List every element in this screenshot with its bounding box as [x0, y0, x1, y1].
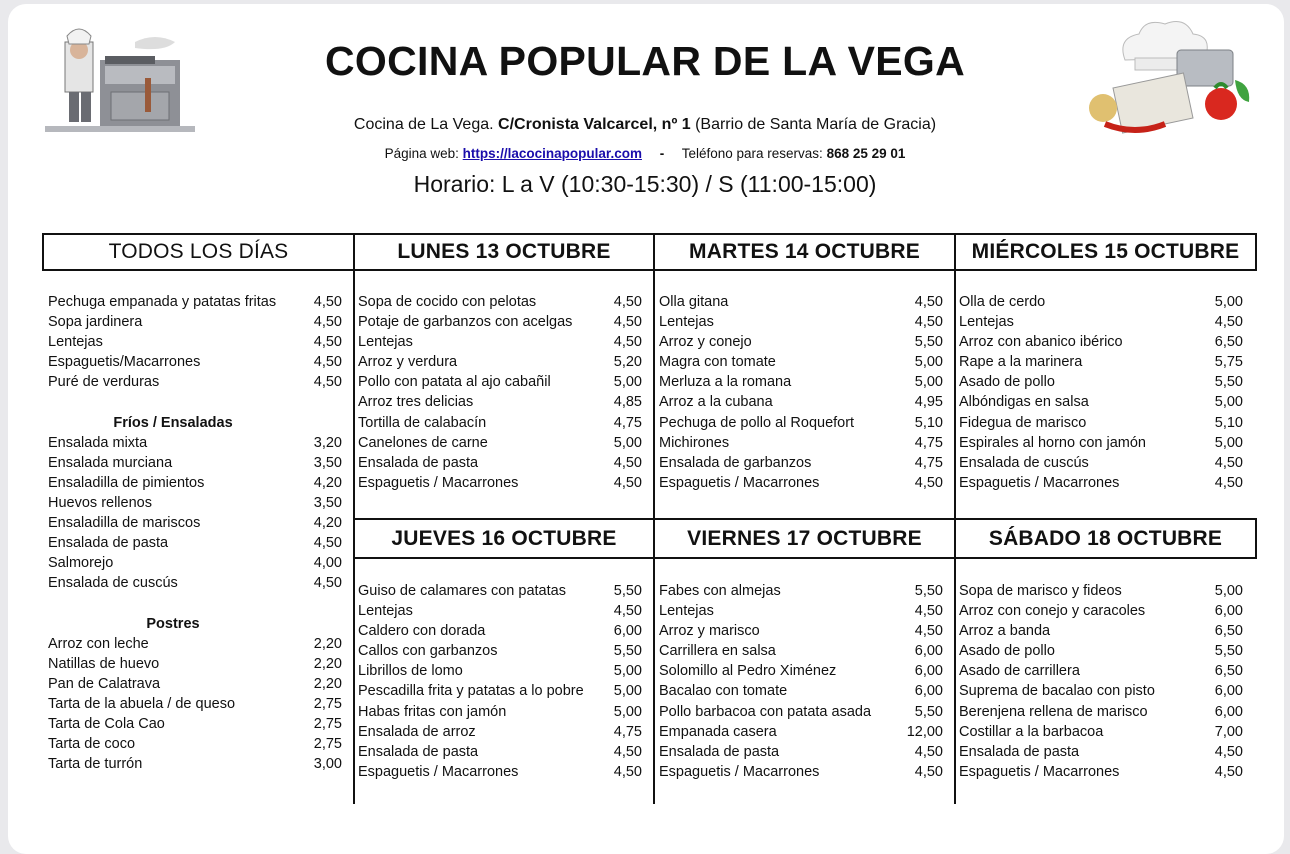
dish-price: 4,50 [914, 603, 943, 620]
dish-price: 5,50 [914, 334, 943, 351]
dish-price: 3,20 [313, 434, 342, 451]
menu-item [959, 581, 1243, 601]
dish-name: Lentejas [659, 314, 714, 331]
dish-price: 5,20 [613, 354, 642, 371]
dish-price: 5,00 [914, 354, 943, 371]
dish-price: 4,50 [613, 763, 642, 780]
menu-item [48, 654, 342, 674]
dish-price: 4,50 [313, 354, 342, 371]
menu-item [959, 433, 1243, 453]
dish-name: Pescadilla frita y patatas a lo pobre [358, 683, 584, 700]
dish-name: Ensaladilla de mariscos [48, 515, 201, 532]
menu-item [959, 641, 1243, 661]
dish-price: 4,50 [914, 474, 943, 491]
menu-item [358, 352, 642, 372]
dish-name: Tarta de la abuela / de queso [48, 695, 236, 712]
menu-item [959, 742, 1243, 762]
menu-item [48, 754, 342, 774]
menu-item [659, 681, 943, 701]
phone-number: 868 25 29 01 [826, 146, 906, 161]
menu-item [659, 332, 943, 352]
dish-price: 4,50 [313, 575, 342, 592]
dish-name: Lentejas [959, 314, 1014, 331]
sabado-menu [959, 581, 1243, 782]
dish-name: Arroz con conejo y caracoles [959, 603, 1146, 620]
dish-price: 5,50 [613, 643, 642, 660]
dish-name: Olla de cerdo [959, 294, 1046, 310]
dish-price: 4,50 [313, 535, 342, 552]
dish-price: 6,50 [1214, 663, 1243, 680]
dish-price: 5,50 [1214, 643, 1243, 660]
dish-name: Lentejas [48, 334, 103, 351]
dish-price: 5,10 [1214, 414, 1243, 431]
menu-item [659, 762, 943, 782]
dish-name: Habas fritas con jamón [358, 703, 507, 720]
dish-name: Ensalada de pasta [959, 743, 1080, 760]
dish-price: 2,75 [313, 715, 342, 732]
menu-item [659, 581, 943, 601]
dish-price: 5,00 [613, 683, 642, 700]
dish-price: 4,50 [1214, 314, 1243, 331]
menu-item [358, 312, 642, 332]
dish-name: Natillas de huevo [48, 655, 160, 672]
dish-name: Solomillo al Pedro Ximénez [659, 663, 837, 680]
menu-item [48, 714, 342, 734]
menu-item [358, 473, 642, 493]
dish-price: 4,50 [613, 334, 642, 351]
dish-price: 3,00 [313, 756, 342, 773]
dish-name: Pollo con patata al ajo cabañil [358, 374, 551, 391]
menu-item [48, 493, 342, 513]
dish-price: 5,00 [1214, 434, 1243, 451]
dish-name: Huevos rellenos [48, 494, 152, 511]
dish-price: 4,50 [313, 374, 342, 391]
menu-item [358, 453, 642, 473]
menu-item [659, 473, 943, 493]
viernes-menu [659, 581, 943, 782]
menu-item [959, 702, 1243, 722]
dish-price: 5,00 [1214, 394, 1243, 411]
jueves-menu [358, 581, 642, 782]
dish-price: 5,50 [914, 583, 943, 599]
dish-price: 4,20 [313, 515, 342, 532]
spacer [48, 392, 342, 412]
menu-item [48, 292, 342, 312]
menu-item [959, 473, 1243, 493]
menu-item [959, 312, 1243, 332]
dish-price: 2,75 [313, 736, 342, 753]
phone-label: Teléfono para reservas: [681, 146, 823, 161]
heading-martes: MARTES 14 OCTUBRE [653, 233, 956, 271]
dish-price: 4,50 [914, 294, 943, 310]
todos-items [48, 292, 342, 392]
dish-name: Arroz a la cubana [659, 394, 773, 411]
opening-hours: Horario: L a V (10:30-15:30) / S (11:00-15:00) [413, 171, 877, 197]
menu-item [659, 453, 943, 473]
dish-name: Michirones [659, 434, 730, 451]
dish-price: 2,20 [313, 675, 342, 692]
menu-item [959, 332, 1243, 352]
menu-item [48, 694, 342, 714]
menu-item [659, 702, 943, 722]
dish-price: 4,50 [313, 334, 342, 351]
dish-price: 6,00 [1214, 603, 1243, 620]
dish-name: Bacalao con tomate [659, 683, 788, 700]
menu-item [358, 413, 642, 433]
menu-item [659, 392, 943, 412]
dish-price: 2,20 [313, 635, 342, 652]
dish-price: 6,00 [1214, 703, 1243, 720]
dish-name: Salmorejo [48, 555, 114, 572]
dish-name: Sopa de marisco y fideos [959, 583, 1122, 599]
postres-items [48, 634, 342, 775]
menu-item [358, 641, 642, 661]
dish-name: Arroz a banda [959, 623, 1051, 640]
dish-price: 4,50 [613, 294, 642, 310]
dish-name: Ensaladilla de pimientos [48, 474, 205, 491]
dish-name: Ensalada de garbanzos [659, 454, 812, 471]
dish-price: 6,00 [914, 643, 943, 660]
dish-name: Pechuga empanada y patatas fritas [48, 294, 277, 310]
dish-price: 5,00 [1214, 583, 1243, 599]
website-link[interactable]: https://lacocinapopular.com [462, 146, 642, 161]
lunes-menu [358, 292, 642, 493]
dish-price: 4,50 [613, 454, 642, 471]
dish-price: 12,00 [906, 723, 943, 740]
menu-item [358, 372, 642, 392]
column-divider [653, 270, 655, 804]
menu-item [358, 661, 642, 681]
menu-item [358, 722, 642, 742]
dish-name: Espaguetis / Macarrones [358, 474, 519, 491]
dish-price: 5,50 [914, 703, 943, 720]
dish-name: Librillos de lomo [358, 663, 463, 680]
dish-price: 4,50 [914, 743, 943, 760]
menu-item [959, 621, 1243, 641]
dish-name: Tarta de turrón [48, 756, 143, 773]
dish-price: 4,75 [613, 414, 642, 431]
dish-name: Asado de pollo [959, 643, 1055, 660]
dish-name: Puré de verduras [48, 374, 160, 391]
dish-price: 4,50 [613, 743, 642, 760]
dish-price: 4,75 [914, 434, 943, 451]
dish-name: Fidegua de marisco [959, 414, 1087, 431]
dish-price: 5,00 [613, 663, 642, 680]
dish-name: Suprema de bacalao con pisto [959, 683, 1155, 700]
dish-price: 4,00 [313, 555, 342, 572]
heading-sabado: SÁBADO 18 OCTUBRE [954, 518, 1257, 559]
dish-name: Fabes con almejas [659, 583, 781, 599]
dish-name: Magra con tomate [659, 354, 776, 371]
dish-name: Arroz tres delicias [358, 394, 474, 411]
dish-name: Ensalada de pasta [358, 743, 479, 760]
heading-miercoles: MIÉRCOLES 15 OCTUBRE [954, 233, 1257, 271]
dish-price: 4,50 [914, 763, 943, 780]
dish-price: 4,20 [313, 474, 342, 491]
menu-item [48, 473, 342, 493]
dish-name: Olla gitana [659, 294, 729, 310]
menu-item [48, 332, 342, 352]
menu-item [659, 352, 943, 372]
dish-price: 5,00 [613, 374, 642, 391]
column-divider [954, 270, 956, 804]
menu-item [959, 372, 1243, 392]
dish-name: Pan de Calatrava [48, 675, 161, 692]
dish-price: 6,50 [1214, 334, 1243, 351]
contact-separator: - [659, 146, 665, 161]
dish-price: 5,50 [613, 583, 642, 599]
dish-price: 6,00 [613, 623, 642, 640]
menu-item [659, 433, 943, 453]
dish-name: Ensalada mixta [48, 434, 148, 451]
dish-name: Espaguetis / Macarrones [659, 763, 820, 780]
menu-item [48, 513, 342, 533]
dish-price: 4,50 [613, 314, 642, 331]
menu-item [959, 352, 1243, 372]
menu-item [959, 601, 1243, 621]
web-label: Página web: [384, 146, 459, 161]
dish-name: Pechuga de pollo al Roquefort [659, 414, 855, 431]
menu-item [959, 722, 1243, 742]
menu-item [358, 433, 642, 453]
menu-item [48, 533, 342, 553]
menu-item [48, 674, 342, 694]
menu-item [659, 661, 943, 681]
address-line [0, 116, 1290, 134]
menu-item [48, 453, 342, 473]
todos-column [48, 292, 342, 774]
martes-menu [659, 292, 943, 493]
menu-item [48, 553, 342, 573]
menu-item [959, 762, 1243, 782]
heading-viernes: VIERNES 17 OCTUBRE [653, 518, 956, 559]
dish-name: Albóndigas en salsa [959, 394, 1089, 411]
dish-name: Arroz con abanico ibérico [959, 334, 1123, 351]
dish-name: Espirales al horno con jamón [959, 434, 1146, 451]
dish-price: 2,20 [313, 655, 342, 672]
dish-name: Lentejas [358, 334, 413, 351]
dish-name: Tarta de coco [48, 736, 136, 753]
dish-price: 4,75 [613, 723, 642, 740]
dish-name: Asado de carrillera [959, 663, 1080, 680]
menu-item [659, 621, 943, 641]
menu-item [358, 621, 642, 641]
dish-name: Arroz y conejo [659, 334, 752, 351]
menu-item [48, 433, 342, 453]
dish-price: 6,00 [914, 683, 943, 700]
menu-item [358, 601, 642, 621]
frios-heading: Fríos / Ensaladas [113, 414, 233, 431]
dish-name: Sopa jardinera [48, 314, 143, 331]
dish-price: 6,00 [914, 663, 943, 680]
dish-name: Espaguetis / Macarrones [659, 474, 820, 491]
menu-item [659, 742, 943, 762]
dish-price: 6,00 [1214, 683, 1243, 700]
menu-item [659, 601, 943, 621]
dish-name: Canelones de carne [358, 434, 488, 451]
frios-items [48, 433, 342, 594]
dish-price: 4,50 [1214, 454, 1243, 471]
menu-item [959, 292, 1243, 312]
dish-name: Arroz y marisco [659, 623, 760, 640]
dish-price: 4,95 [914, 394, 943, 411]
menu-item [659, 722, 943, 742]
menu-item [358, 742, 642, 762]
dish-price: 4,50 [1214, 474, 1243, 491]
dish-name: Lentejas [659, 603, 714, 620]
dish-price: 4,50 [313, 294, 342, 310]
menu-item [659, 292, 943, 312]
menu-item [659, 413, 943, 433]
dish-name: Merluza a la romana [659, 374, 792, 391]
dish-price: 4,50 [1214, 743, 1243, 760]
dish-price: 6,50 [1214, 623, 1243, 640]
spacer [48, 593, 342, 613]
dish-name: Guiso de calamares con patatas [358, 583, 566, 599]
dish-name: Ensalada de pasta [358, 454, 479, 471]
menu-item [959, 413, 1243, 433]
dish-name: Costillar a la barbacoa [959, 723, 1104, 740]
column-divider [353, 270, 355, 804]
menu-item [659, 312, 943, 332]
menu-item [358, 332, 642, 352]
dish-price: 3,50 [313, 494, 342, 511]
menu-item [358, 292, 642, 312]
heading-lunes: LUNES 13 OCTUBRE [353, 233, 655, 271]
dish-price: 3,50 [313, 454, 342, 471]
dish-price: 2,75 [313, 695, 342, 712]
menu-item [48, 634, 342, 654]
address-prefix: Cocina de La Vega. [353, 116, 494, 133]
address-street: C/Cronista Valcarcel, nº 1 [498, 116, 691, 133]
menu-item [959, 453, 1243, 473]
dish-price: 5,50 [1214, 374, 1243, 391]
dish-name: Pollo barbacoa con patata asada [659, 703, 872, 720]
menu-item [358, 762, 642, 782]
dish-name: Ensalada de pasta [659, 743, 780, 760]
dish-name: Carrillera en salsa [659, 643, 776, 660]
contact-line [0, 146, 1290, 161]
dish-price: 5,00 [613, 703, 642, 720]
dish-name: Caldero con dorada [358, 623, 486, 640]
menu-item [48, 352, 342, 372]
menu-item [659, 372, 943, 392]
menu-item [48, 312, 342, 332]
dish-price: 5,00 [613, 434, 642, 451]
dish-name: Espaguetis / Macarrones [959, 763, 1120, 780]
dish-price: 4,85 [613, 394, 642, 411]
menu-item [959, 661, 1243, 681]
dish-name: Rape a la marinera [959, 354, 1083, 371]
dish-name: Asado de pollo [959, 374, 1055, 391]
heading-jueves: JUEVES 16 OCTUBRE [353, 518, 655, 559]
dish-price: 5,75 [1214, 354, 1243, 371]
dish-name: Espaguetis/Macarrones [48, 354, 201, 371]
dish-price: 4,50 [914, 623, 943, 640]
dish-name: Espaguetis / Macarrones [358, 763, 519, 780]
dish-name: Ensalada murciana [48, 454, 173, 471]
menu-item [48, 573, 342, 593]
miercoles-menu [959, 292, 1243, 493]
dish-name: Arroz y verdura [358, 354, 458, 371]
dish-name: Potaje de garbanzos con acelgas [358, 314, 573, 331]
dish-name: Arroz con leche [48, 635, 149, 652]
dish-price: 5,00 [914, 374, 943, 391]
dish-name: Lentejas [358, 603, 413, 620]
menu-item [358, 681, 642, 701]
dish-name: Espaguetis / Macarrones [959, 474, 1120, 491]
menu-item [959, 392, 1243, 412]
menu-item [659, 641, 943, 661]
dish-price: 4,50 [313, 314, 342, 331]
heading-todos-los-dias: TODOS LOS DÍAS [42, 233, 355, 271]
dish-price: 4,50 [613, 474, 642, 491]
menu-item [358, 392, 642, 412]
dish-price: 4,75 [914, 454, 943, 471]
dish-name: Empanada casera [659, 723, 777, 740]
dish-name: Tortilla de calabacín [358, 414, 487, 431]
dish-name: Ensalada de cuscús [959, 454, 1089, 471]
address-suffix: (Barrio de Santa María de Gracia) [695, 116, 937, 133]
dish-name: Ensalada de pasta [48, 535, 169, 552]
menu-item [48, 734, 342, 754]
dish-price: 7,00 [1214, 723, 1243, 740]
dish-name: Ensalada de arroz [358, 723, 476, 740]
postres-heading: Postres [146, 615, 200, 632]
dish-price: 4,50 [613, 603, 642, 620]
dish-name: Berenjena rellena de marisco [959, 703, 1148, 720]
dish-price: 5,00 [1214, 294, 1243, 310]
dish-name: Tarta de Cola Cao [48, 715, 165, 732]
dish-name: Callos con garbanzos [358, 643, 498, 660]
dish-price: 4,50 [914, 314, 943, 331]
dish-name: Sopa de cocido con pelotas [358, 294, 537, 310]
menu-item [358, 702, 642, 722]
menu-item [358, 581, 642, 601]
menu-item [48, 372, 342, 392]
page-title: COCINA POPULAR DE LA VEGA [325, 38, 965, 84]
dish-price: 4,50 [1214, 763, 1243, 780]
dish-price: 5,10 [914, 414, 943, 431]
menu-item [959, 681, 1243, 701]
dish-name: Ensalada de cuscús [48, 575, 178, 592]
